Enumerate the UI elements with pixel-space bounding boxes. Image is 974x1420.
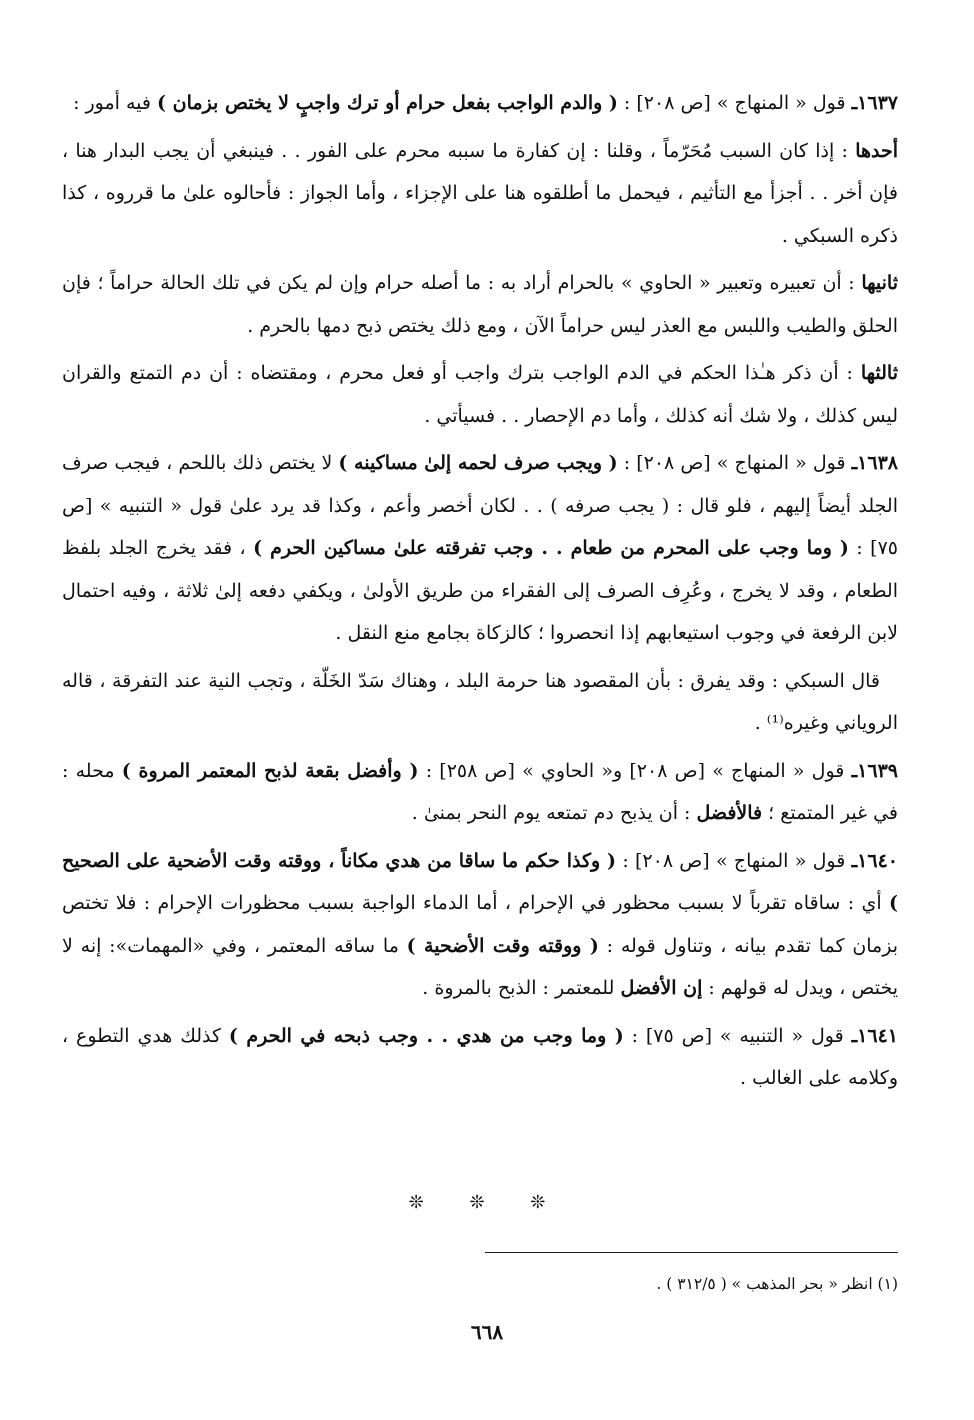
bold-text-segment: ١٦٤٠ـ bbox=[851, 849, 898, 872]
page-number: ٦٦٨ bbox=[470, 1320, 504, 1344]
text-segment: أي : ساقاه تقرباً لا بسبب محظور في الإحرام ، أما الدماء الواجبة بسبب محظورات الإحرام : فلا تختص بزمان كما تقدم بيانه ، وتناول قوله : bbox=[62, 892, 899, 957]
bold-text-segment: ثانيها bbox=[861, 272, 898, 294]
bold-text-segment: ١٦٤١ـ bbox=[851, 1024, 898, 1047]
page-body bbox=[62, 82, 898, 1105]
paragraph bbox=[62, 82, 898, 125]
text-segment: قول « التنبيه » [ص ٧٥] : bbox=[623, 1024, 852, 1047]
text-segment: قول « المنهاج » [ص ٢٠٨] : bbox=[617, 92, 852, 114]
text-segment: : إذا كان السبب مُحَرّماً ، وقلنا : إن كفارة ما سببه محرم على الفور . . فينبغي أن يجب البدار هنا ، فإن أخر . . أجزأ مع التأثيم ، فيحمل ما أطلقوه هنا على الإجزاء ، وأما الجواز : فأحالوه علىٰ ما قرروه ، كذا ذكره السبكي . bbox=[62, 139, 898, 247]
text-segment: : أن ذكر هـٰذا الحكم في الدم الواجب بترك واجب أو فعل محرم ، ومقتضاه : أن دم التمتع والقران ليس كذلك ، ولا شك أنه كذلك ، وأما دم الإحصار . . فسيأتي . bbox=[62, 362, 898, 427]
paragraph bbox=[62, 262, 898, 347]
text-segment: فيه أمور : bbox=[73, 92, 158, 114]
text-segment: ، فقد يخرج الجلد بلفظ الطعام ، وقد لا يخرج ، وعُرِف الصرف إلى الفقراء من طريق الأولىٰ ، ويكفي دفعه إلىٰ ثلاثة ، وفيه احتمال لابن الرفعة في وجوب استيعابهم إذا انحصروا ؛ كالزكاة بجامع منع النقل . bbox=[62, 537, 898, 644]
bold-text-segment: ١٦٣٩ـ bbox=[851, 759, 898, 782]
text-segment: لا يختص ذلك باللحم ، فيجب صرف الجلد أيضاً إليهم ، فلو قال : ( يجب صرفه ) . . لكان أخصر وأعم ، وكذا قد يرد علىٰ قول « التنبيه » [ص ٧٥] : bbox=[62, 452, 898, 559]
footnote: (١) انظر « بحر المذهب » ( ٣١٢/٥ ) . bbox=[656, 1275, 898, 1293]
bold-text-segment: ١٦٣٨ـ bbox=[851, 452, 898, 474]
bold-text-segment: ( وكذا حكم ما ساقا من هدي مكاناً ، ووقته وقت الأضحية على الصحيح ) bbox=[62, 849, 898, 914]
paragraph bbox=[62, 442, 898, 655]
text-segment: : أن تعبيره وتعبير « الحاوي » بالحرام أراد به : ما أصله حرام وإن لم يكن في تلك الحالة حراماً ؛ فإن الحلق والطيب واللبس مع العذر ليس حراماً الآن ، ومع ذلك يختص ذبح دمها بالحرم . bbox=[62, 272, 898, 337]
bold-text-segment: ( وأفضل بقعة لذبح المعتمر المروة ) bbox=[121, 759, 419, 782]
text-segment: : أن يذبح دم تمتعه يوم النحر بمنىٰ . bbox=[411, 802, 697, 824]
text-segment: قال السبكي : وقد يفرق : بأن المقصود هنا حرمة البلد ، وهناك سَدّ الخَلّة ، وتجب النية عند التفرقة ، قاله الروياني وغيره⁽¹⁾ . bbox=[62, 669, 898, 734]
text-segment: كذلك هدي التطوع ، وكلامه على الغالب . bbox=[62, 1024, 898, 1089]
bold-text-segment: إن الأفضل bbox=[620, 977, 703, 999]
text-segment: للمعتمر : الذبح بالمروة . bbox=[422, 977, 621, 999]
paragraph bbox=[62, 130, 898, 258]
bold-text-segment: ( والدم الواجب بفعل حرام أو ترك واجبٍ لا يختص بزمان ) bbox=[157, 92, 618, 114]
bold-text-segment: ( ويجب صرف لحمه إلىٰ مساكينه ) bbox=[338, 452, 618, 474]
bold-text-segment: ( وما وجب من هدي . . وجب ذبحه في الحرم ) bbox=[228, 1024, 624, 1047]
footnote-rule bbox=[485, 1252, 898, 1253]
paragraph bbox=[62, 750, 898, 835]
bold-text-segment: ( ووقته وقت الأضحية ) bbox=[406, 934, 599, 957]
bold-text-segment: ثالثها bbox=[860, 362, 898, 384]
bold-text-segment: أحدها bbox=[855, 139, 898, 162]
paragraph bbox=[62, 1015, 898, 1100]
bold-text-segment: ١٦٣٧ـ bbox=[851, 92, 898, 114]
text-segment: ما ساقه المعتمر ، وفي «المهمات»: إنه لا يختص ، ويدل له قولهم : bbox=[62, 934, 898, 999]
text-segment: قول « المنهاج » [ص ٢٠٨] : bbox=[616, 849, 852, 872]
paragraph bbox=[62, 352, 898, 437]
text-segment: قول « المنهاج » [ص ٢٠٨] و« الحاوي » [ص ٢٥٨] : bbox=[418, 759, 852, 782]
bold-text-segment: ( وما وجب على المحرم من طعام . . وجب تفرقته علىٰ مساكين الحرم ) bbox=[253, 537, 849, 559]
text-segment: قول « المنهاج » [ص ٢٠٨] : bbox=[617, 452, 852, 474]
section-separator: ❊ ❊ ❊ bbox=[408, 1192, 566, 1213]
text-segment: محله : في غير المتمتع ؛ bbox=[62, 759, 898, 824]
paragraph bbox=[62, 660, 898, 745]
bold-text-segment: فالأفضل bbox=[696, 802, 763, 824]
paragraph bbox=[62, 840, 898, 1010]
